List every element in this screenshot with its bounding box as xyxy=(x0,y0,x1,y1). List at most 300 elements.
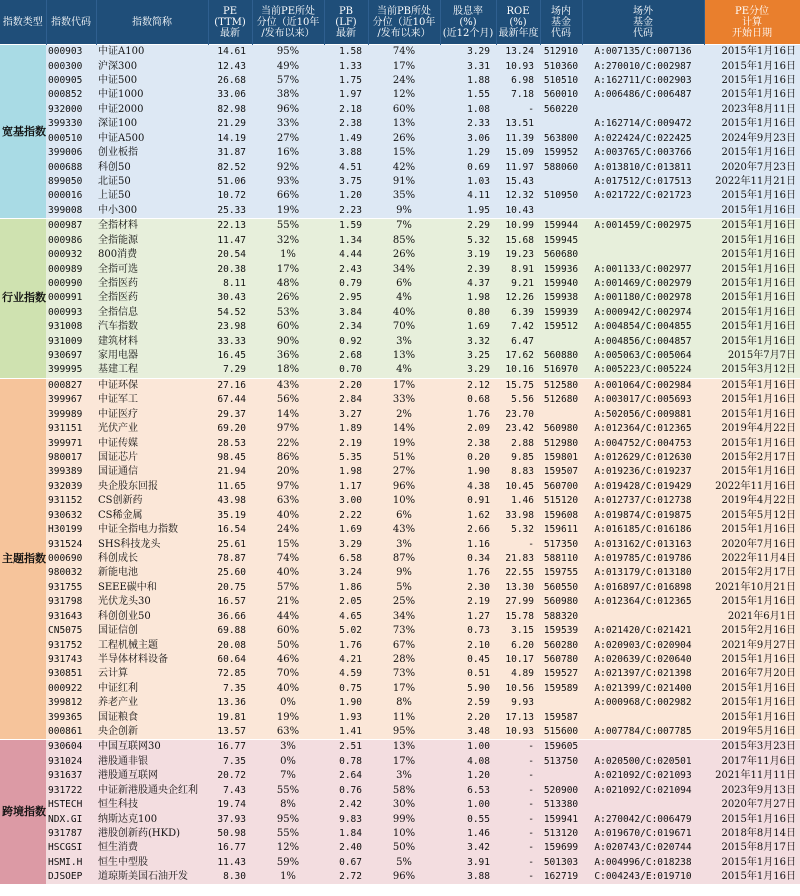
index-code: 000016 xyxy=(46,189,96,203)
etf-code: 159587 xyxy=(540,710,582,724)
otc-fund-code: A:021420/C:021421 xyxy=(582,624,704,638)
etf-code: 510510 xyxy=(540,74,582,88)
pb-value: 1.17 xyxy=(324,480,368,494)
pb-value: 0.70 xyxy=(324,363,368,378)
pe-start-date: 2015年1月16日 xyxy=(704,146,800,160)
table-row xyxy=(0,59,800,73)
dividend-yield: 2.29 xyxy=(440,219,496,234)
etf-code: 516970 xyxy=(540,363,582,378)
roe-value: 10.45 xyxy=(496,480,540,494)
pe-percentile: 19% xyxy=(252,710,324,724)
table-row xyxy=(0,378,800,393)
index-code: 932000 xyxy=(46,103,96,117)
pe-percentile: 55% xyxy=(252,219,324,234)
etf-code xyxy=(540,408,582,422)
pb-percentile: 17% xyxy=(368,755,440,769)
roe-value: 19.23 xyxy=(496,248,540,262)
pe-percentile: 20% xyxy=(252,465,324,479)
dividend-yield: 3.25 xyxy=(440,349,496,363)
index-name: 全指医药 xyxy=(96,277,208,291)
pe-percentile: 74% xyxy=(252,552,324,566)
otc-fund-code: A:502056/C:009881 xyxy=(582,408,704,422)
table-row xyxy=(0,798,800,812)
dividend-yield: 1.55 xyxy=(440,88,496,102)
table-row xyxy=(0,189,800,203)
table-row xyxy=(0,696,800,710)
pe-start-date: 2021年9月27日 xyxy=(704,638,800,652)
pb-percentile: 73% xyxy=(368,624,440,638)
table-row xyxy=(0,262,800,276)
pb-percentile: 70% xyxy=(368,320,440,334)
otc-fund-code: A:020500/C:020501 xyxy=(582,755,704,769)
pe-percentile: 33% xyxy=(252,117,324,131)
pb-percentile: 6% xyxy=(368,277,440,291)
otc-fund-code: A:004856/C:004857 xyxy=(582,334,704,348)
pb-value: 2.51 xyxy=(324,740,368,755)
pb-percentile: 12% xyxy=(368,88,440,102)
otc-fund-code: A:007784/C:007785 xyxy=(582,725,704,740)
dividend-yield: 3.19 xyxy=(440,248,496,262)
dividend-yield: 3.06 xyxy=(440,132,496,146)
pe-start-date: 2015年1月16日 xyxy=(704,812,800,826)
index-name: CS创新药 xyxy=(96,494,208,508)
roe-value: - xyxy=(496,769,540,783)
roe-value: 10.56 xyxy=(496,682,540,696)
table-row xyxy=(0,566,800,580)
etf-code: 512580 xyxy=(540,378,582,393)
roe-value: 11.97 xyxy=(496,160,540,174)
pe-percentile: 90% xyxy=(252,334,324,348)
otc-fund-code: A:001133/C:002977 xyxy=(582,262,704,276)
roe-value: 17.13 xyxy=(496,710,540,724)
pe-value: 82.98 xyxy=(208,103,252,117)
pe-percentile: 49% xyxy=(252,59,324,73)
pe-start-date: 2015年1月16日 xyxy=(704,378,800,393)
pe-start-date: 2020年7月23日 xyxy=(704,160,800,174)
index-code: 000510 xyxy=(46,132,96,146)
pb-percentile: 96% xyxy=(368,870,440,884)
pb-percentile: 67% xyxy=(368,638,440,652)
dividend-yield: 2.59 xyxy=(440,696,496,710)
table-row xyxy=(0,349,800,363)
etf-code xyxy=(540,175,582,189)
pe-start-date: 2015年1月16日 xyxy=(704,291,800,305)
pb-percentile: 8% xyxy=(368,696,440,710)
table-row xyxy=(0,494,800,508)
pb-value: 1.75 xyxy=(324,74,368,88)
dividend-yield: 0.68 xyxy=(440,393,496,407)
pe-percentile: 1% xyxy=(252,870,324,884)
dividend-yield: 2.09 xyxy=(440,422,496,436)
roe-value: 9.85 xyxy=(496,451,540,465)
index-code: 930697 xyxy=(46,349,96,363)
index-code: 399967 xyxy=(46,393,96,407)
otc-fund-code: A:007135/C:007136 xyxy=(582,45,704,60)
pe-percentile: 46% xyxy=(252,653,324,667)
pe-percentile: 22% xyxy=(252,436,324,450)
pe-value: 51.06 xyxy=(208,175,252,189)
pb-value: 2.19 xyxy=(324,436,368,450)
pe-value: 16.45 xyxy=(208,349,252,363)
index-name: 中证全指电力指数 xyxy=(96,523,208,537)
pe-value: 7.35 xyxy=(208,682,252,696)
pe-percentile: 8% xyxy=(252,798,324,812)
table-row xyxy=(0,595,800,609)
index-name: 中证新港股通央企红利 xyxy=(96,784,208,798)
pe-start-date: 2015年8月17日 xyxy=(704,841,800,855)
etf-code: 512680 xyxy=(540,393,582,407)
table-row xyxy=(0,653,800,667)
dividend-yield: 2.39 xyxy=(440,262,496,276)
index-type-header: 指数类型 xyxy=(0,0,46,45)
otc-fund-code: A:013810/C:013811 xyxy=(582,160,704,174)
index-code: 000690 xyxy=(46,552,96,566)
otc-fund-code: A:004996/C:018238 xyxy=(582,856,704,870)
table-row xyxy=(0,45,800,60)
table-row xyxy=(0,609,800,623)
pb-value: 3.00 xyxy=(324,494,368,508)
pb-value: 2.40 xyxy=(324,841,368,855)
table-row xyxy=(0,769,800,783)
table-row xyxy=(0,667,800,681)
index-code: 931024 xyxy=(46,755,96,769)
table-row xyxy=(0,870,800,884)
pb-percentile: 14% xyxy=(368,422,440,436)
index-name: 港股创新药(HKD) xyxy=(96,827,208,841)
pe-percentile: 57% xyxy=(252,581,324,595)
pb-value: 1.93 xyxy=(324,710,368,724)
otc-fund-code: A:005063/C:005064 xyxy=(582,349,704,363)
dividend-yield: 1.20 xyxy=(440,769,496,783)
index-code: 930604 xyxy=(46,740,96,755)
pe-percentile: 32% xyxy=(252,233,324,247)
index-code: 980017 xyxy=(46,451,96,465)
roe-value: 10.93 xyxy=(496,725,540,740)
etf-code: 159939 xyxy=(540,306,582,320)
pb-value: 3.75 xyxy=(324,175,368,189)
index-code: 931722 xyxy=(46,784,96,798)
roe-value: 15.78 xyxy=(496,609,540,623)
pe-percentile: 44% xyxy=(252,609,324,623)
pb-percentile: 13% xyxy=(368,740,440,755)
pe-percentile: 95% xyxy=(252,812,324,826)
dividend-yield: 2.30 xyxy=(440,581,496,595)
pe-percentile: 96% xyxy=(252,103,324,117)
index-code: 399330 xyxy=(46,117,96,131)
pb-percentile: 3% xyxy=(368,769,440,783)
index-code: 930632 xyxy=(46,509,96,523)
pe-percentile: 12% xyxy=(252,841,324,855)
pb-percentile: 33% xyxy=(368,393,440,407)
pe-percentile: 0% xyxy=(252,755,324,769)
dividend-yield: 2.66 xyxy=(440,523,496,537)
otc-fund-code: A:006486/C:006487 xyxy=(582,88,704,102)
pe-start-date: 2021年10月21日 xyxy=(704,581,800,595)
index-code: 000991 xyxy=(46,291,96,305)
index-code: 931151 xyxy=(46,422,96,436)
pe-value: 25.33 xyxy=(208,204,252,219)
otc-fund-code: A:270010/C:002987 xyxy=(582,59,704,73)
etf-code: 159941 xyxy=(540,812,582,826)
index-name: 恒生科技 xyxy=(96,798,208,812)
table-row xyxy=(0,725,800,740)
table-row xyxy=(0,451,800,465)
pe-start-date: 2015年1月16日 xyxy=(704,219,800,234)
etf-code: 159940 xyxy=(540,277,582,291)
pe-percentile: 53% xyxy=(252,306,324,320)
pe-percentile: 55% xyxy=(252,827,324,841)
etf-code: 560680 xyxy=(540,248,582,262)
otc-fund-code: A:019670/C:019671 xyxy=(582,827,704,841)
header-row xyxy=(0,0,800,45)
pb-value: 0.75 xyxy=(324,682,368,696)
otc-fund-code: A:020903/C:020904 xyxy=(582,638,704,652)
pb-percentile: 5% xyxy=(368,581,440,595)
etf-code: 560280 xyxy=(540,638,582,652)
index-name: 国证芯片 xyxy=(96,451,208,465)
pb-percentile: 5% xyxy=(368,856,440,870)
etf-code: 159512 xyxy=(540,320,582,334)
otc-fund-code: A:001469/C:002979 xyxy=(582,277,704,291)
etf-code: 159605 xyxy=(540,740,582,755)
roe-value: 27.99 xyxy=(496,595,540,609)
pe-start-date: 2022年11月4日 xyxy=(704,552,800,566)
etf-code: 588320 xyxy=(540,609,582,623)
pb-percentile: 60% xyxy=(368,103,440,117)
index-name: 中证医疗 xyxy=(96,408,208,422)
pb-percentile: 34% xyxy=(368,609,440,623)
pe-percentile: 59% xyxy=(252,856,324,870)
index-code: 931008 xyxy=(46,320,96,334)
index-code: HSTECH xyxy=(46,798,96,812)
index-code: 931743 xyxy=(46,653,96,667)
roe-value: 3.15 xyxy=(496,624,540,638)
dividend-yield: 1.90 xyxy=(440,465,496,479)
dividend-yield: 5.90 xyxy=(440,682,496,696)
pe-start-date: 2015年1月16日 xyxy=(704,189,800,203)
pb-value: 4.21 xyxy=(324,653,368,667)
pe-percentile: 27% xyxy=(252,132,324,146)
pb-value: 4.59 xyxy=(324,667,368,681)
dividend-yield: 1.00 xyxy=(440,798,496,812)
table-row xyxy=(0,233,800,247)
pe-start-date: 2024年9月23日 xyxy=(704,132,800,146)
pb-percentile: 13% xyxy=(368,349,440,363)
pb-value: 1.76 xyxy=(324,638,368,652)
pb-percentile: 15% xyxy=(368,146,440,160)
pb-value: 5.02 xyxy=(324,624,368,638)
table-row xyxy=(0,219,800,234)
index-name: 汽车指数 xyxy=(96,320,208,334)
pe-value: 20.08 xyxy=(208,638,252,652)
index-type-label: 跨境指数 xyxy=(0,740,46,885)
pb-percentile: 27% xyxy=(368,465,440,479)
table-row xyxy=(0,422,800,436)
otc-fund-code: A:013179/C:013180 xyxy=(582,566,704,580)
pe-percentile: 66% xyxy=(252,189,324,203)
pe-start-date: 2015年1月16日 xyxy=(704,595,800,609)
table-row xyxy=(0,509,800,523)
index-name: CS稀金属 xyxy=(96,509,208,523)
etf-code: 560700 xyxy=(540,480,582,494)
pe-percentile: 16% xyxy=(252,146,324,160)
pe-start-date: 2019年4月22日 xyxy=(704,422,800,436)
dividend-yield: 0.73 xyxy=(440,624,496,638)
etf-code: 560220 xyxy=(540,103,582,117)
dividend-yield: 2.20 xyxy=(440,710,496,724)
index-name: 科创成长 xyxy=(96,552,208,566)
dividend-yield: 1.29 xyxy=(440,146,496,160)
pe-start-date: 2019年5月16日 xyxy=(704,725,800,740)
pb-percentile: 9% xyxy=(368,204,440,219)
index-name: 港股通非银 xyxy=(96,755,208,769)
etf-code: 159944 xyxy=(540,219,582,234)
etf-code: 513380 xyxy=(540,798,582,812)
pe-percentile: 97% xyxy=(252,422,324,436)
index-name: 新能电池 xyxy=(96,566,208,580)
pb-percentile: 30% xyxy=(368,798,440,812)
pe-percentile: 70% xyxy=(252,667,324,681)
index-type-label: 行业指数 xyxy=(0,219,46,379)
pb-percentile: 51% xyxy=(368,451,440,465)
pb-percentile: 4% xyxy=(368,363,440,378)
otc-fund-code: C:004243/E:019710 xyxy=(582,870,704,884)
dividend-yield: 1.46 xyxy=(440,827,496,841)
index-code: 931752 xyxy=(46,638,96,652)
etf-code: 159936 xyxy=(540,262,582,276)
index-code: 931755 xyxy=(46,581,96,595)
dividend-yield: 0.20 xyxy=(440,451,496,465)
otc-fund-code: A:000968/C:002982 xyxy=(582,696,704,710)
pe-percentile: 92% xyxy=(252,160,324,174)
pe-percentile: 60% xyxy=(252,320,324,334)
dividend-yield: 1.76 xyxy=(440,408,496,422)
index-name: 中证1000 xyxy=(96,88,208,102)
pe-start-date: 2015年1月16日 xyxy=(704,306,800,320)
otc-fund-code: A:019428/C:019429 xyxy=(582,480,704,494)
index-name: 道琼斯美国石油开发 xyxy=(96,870,208,884)
pe-value: 25.61 xyxy=(208,537,252,551)
pb-percentile: 17% xyxy=(368,378,440,393)
index-name: 中证500 xyxy=(96,74,208,88)
etf-code xyxy=(540,769,582,783)
otc-fund-code: A:012737/C:012738 xyxy=(582,494,704,508)
pe-value: 10.72 xyxy=(208,189,252,203)
index-code: 399812 xyxy=(46,696,96,710)
etf-code: 510360 xyxy=(540,59,582,73)
pb-percentile-header: 当前PB所处 分位（近10年 /发布以来） xyxy=(368,0,440,45)
otc-fund-code: A:017512/C:017513 xyxy=(582,175,704,189)
pb-value: 1.34 xyxy=(324,233,368,247)
roe-value: 7.42 xyxy=(496,320,540,334)
index-code: 000993 xyxy=(46,306,96,320)
roe-value: 22.55 xyxy=(496,566,540,580)
pe-value: 20.75 xyxy=(208,581,252,595)
pe-percentile: 56% xyxy=(252,393,324,407)
etf-code: 512980 xyxy=(540,436,582,450)
table-row xyxy=(0,103,800,117)
pe-start-date: 2015年1月16日 xyxy=(704,204,800,219)
pb-value: 1.86 xyxy=(324,581,368,595)
pb-percentile: 11% xyxy=(368,710,440,724)
dividend-yield: 3.42 xyxy=(440,841,496,855)
roe-value: - xyxy=(496,856,540,870)
pb-value: 6.58 xyxy=(324,552,368,566)
index-name: 中证红利 xyxy=(96,682,208,696)
dividend-yield: 1.27 xyxy=(440,609,496,623)
dividend-yield: 4.37 xyxy=(440,277,496,291)
etf-code: 560780 xyxy=(540,653,582,667)
pb-value: 2.23 xyxy=(324,204,368,219)
pe-percentile: 26% xyxy=(252,291,324,305)
dividend-yield-header: 股息率 (%) (近12个月) xyxy=(440,0,496,45)
pe-start-date: 2021年11月11日 xyxy=(704,769,800,783)
index-name: 中证2000 xyxy=(96,103,208,117)
pe-start-date: 2015年1月16日 xyxy=(704,262,800,276)
pb-value: 0.92 xyxy=(324,334,368,348)
otc-fund-code xyxy=(582,103,704,117)
pe-percentile: 21% xyxy=(252,595,324,609)
otc-fund-code: A:021092/C:021093 xyxy=(582,769,704,783)
pe-percentile: 95% xyxy=(252,45,324,60)
pe-percentile: 55% xyxy=(252,784,324,798)
otc-fund-code: A:013162/C:013163 xyxy=(582,537,704,551)
pe-value: 54.52 xyxy=(208,306,252,320)
index-name: 沪深300 xyxy=(96,59,208,73)
pb-percentile: 13% xyxy=(368,117,440,131)
roe-value: 13.24 xyxy=(496,45,540,60)
index-name: SHS科技龙头 xyxy=(96,537,208,551)
otc-fund-code: A:003765/C:003766 xyxy=(582,146,704,160)
roe-value: 10.93 xyxy=(496,59,540,73)
pb-value: 2.05 xyxy=(324,595,368,609)
pb-value: 1.41 xyxy=(324,725,368,740)
otc-fund-code xyxy=(582,798,704,812)
roe-value: - xyxy=(496,870,540,884)
roe-header: ROE (%) 最新年度 xyxy=(496,0,540,45)
pe-start-date: 2018年8月14日 xyxy=(704,827,800,841)
index-name: 中小300 xyxy=(96,204,208,219)
table-row xyxy=(0,841,800,855)
index-code: 399995 xyxy=(46,363,96,378)
otc-fund-code: A:021722/C:021723 xyxy=(582,189,704,203)
index-name: 北证50 xyxy=(96,175,208,189)
pe-start-date: 2016年7月20日 xyxy=(704,667,800,681)
index-name: 全指可选 xyxy=(96,262,208,276)
pe-start-date: 2015年1月16日 xyxy=(704,117,800,131)
pb-percentile: 99% xyxy=(368,812,440,826)
pe-start-date: 2015年1月16日 xyxy=(704,45,800,60)
roe-value: 6.47 xyxy=(496,334,540,348)
pe-value: 22.13 xyxy=(208,219,252,234)
pe-value: 20.54 xyxy=(208,248,252,262)
pb-percentile: 42% xyxy=(368,160,440,174)
pe-percentile: 24% xyxy=(252,523,324,537)
pb-value: 2.64 xyxy=(324,769,368,783)
index-code: 932039 xyxy=(46,480,96,494)
index-name-header: 指数简称 xyxy=(96,0,208,45)
table-row xyxy=(0,132,800,146)
index-name: 科创50 xyxy=(96,160,208,174)
pe-start-date: 2015年2月17日 xyxy=(704,566,800,580)
pe-start-date: 2015年7月7日 xyxy=(704,349,800,363)
roe-value: 12.32 xyxy=(496,189,540,203)
roe-value: 17.62 xyxy=(496,349,540,363)
pb-percentile: 19% xyxy=(368,436,440,450)
dividend-yield: 3.29 xyxy=(440,45,496,60)
pe-value: 43.98 xyxy=(208,494,252,508)
pe-value: 72.85 xyxy=(208,667,252,681)
